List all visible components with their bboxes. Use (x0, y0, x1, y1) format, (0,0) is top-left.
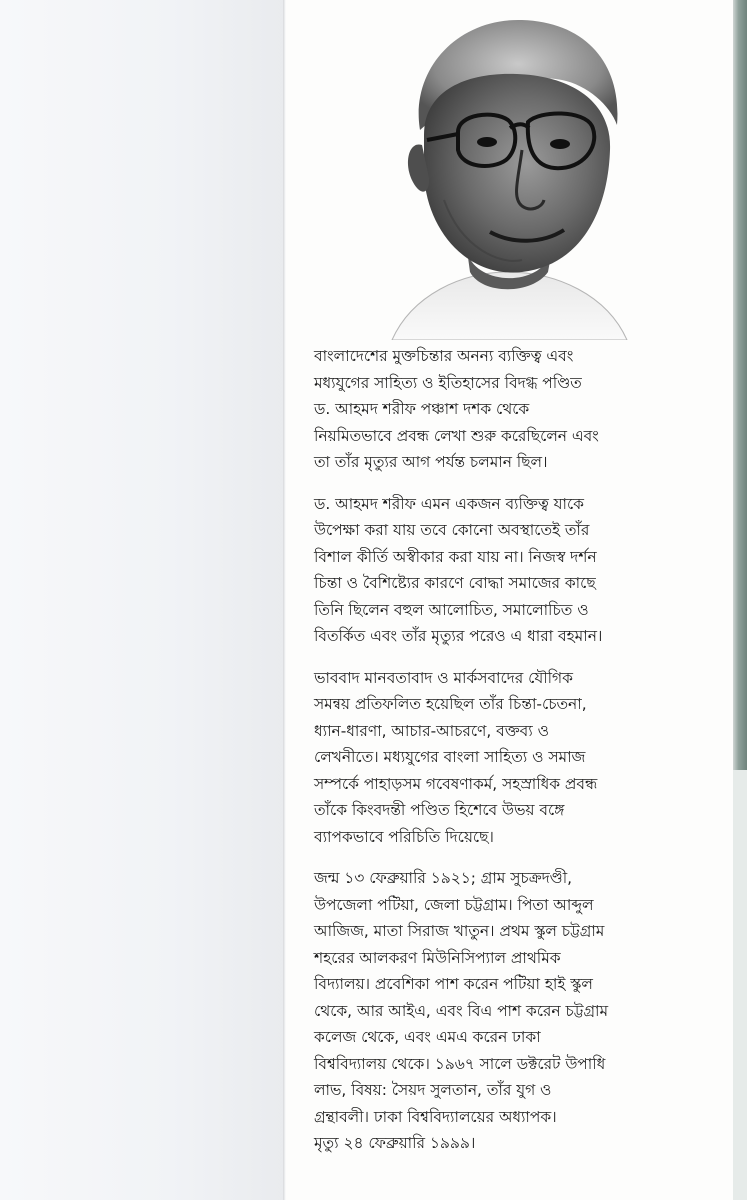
text-line: গ্রন্থাবলী। ঢাকা বিশ্ববিদ্যালয়ের অধ্যাপক। (314, 1107, 557, 1126)
bio-paragraph-2 (314, 491, 724, 650)
text-line: শহরের আলকরণ মিউনিসিপ্যাল প্রাথমিক (314, 948, 561, 967)
text-line: মৃত্যু ২৪ ফেব্রুয়ারি ১৯৯৯। (314, 1134, 476, 1152)
text-line: বিদ্যালয়। প্রবেশিকা পাশ করেন পটিয়া হাই স্কুল (314, 975, 593, 993)
text-line: উপেক্ষা করা যায় তবে কোনো অবস্থাতেই তাঁর (314, 521, 590, 539)
text-line: নিয়মিতভাবে প্রবন্ধ লেখা শুরু করেছিলেন এবং (314, 426, 599, 445)
text-line: সমন্বয় প্রতিফলিত হয়েছিল তাঁর চিন্তা-চেতনা, (314, 695, 587, 713)
text-line: ড. আহমদ শরীফ এমন একজন ব্যক্তিত্ব যাকে (314, 494, 584, 513)
text-line: তা তাঁর মৃত্যুর আগ পর্যন্ত চলমান ছিল। (314, 453, 548, 471)
cover-edge-strip (733, 0, 747, 1200)
text-line: বিশাল কীর্তি অস্বীকার করা যায় না। নিজস্ব দর্শন (314, 547, 597, 566)
bio-paragraph-4 (314, 865, 724, 1157)
text-line: জন্ম ১৩ ফেব্রুয়ারি ১৯২১; গ্রাম সুচক্রদণ্ডী, (314, 869, 573, 887)
text-line: থেকে, আর আইএ, এবং বিএ পাশ করেন চট্টগ্রাম (314, 1001, 609, 1020)
text-line: উপজেলা পটিয়া, জেলা চট্টগ্রাম। পিতা আব্দুল (314, 895, 594, 914)
text-line: বাংলাদেশের মুক্তচিন্তার অনন্য ব্যক্তিত্ব এবং (314, 347, 574, 365)
text-line: ধ্যান-ধারণা, আচার-আচরণে, বক্তব্য ও (314, 721, 549, 740)
cover-edge-notch (733, 770, 747, 1200)
text-line: বিতর্কিত এবং তাঁর মৃত্যুর পরেও এ ধারা বহমান। (314, 627, 603, 645)
text-line: ব্যাপকভাবে পরিচিতি দিয়েছে। (314, 827, 494, 846)
text-line: তিনি ছিলেন বহুল আলোচিত, সমালোচিত ও (314, 600, 589, 619)
text-line: ড. আহমদ শরীফ পঞ্চাশ দশক থেকে (314, 400, 530, 418)
text-line: লেখনীতে। মধ্যযুগের বাংলা সাহিত্য ও সমাজ (314, 748, 586, 766)
text-line: তাঁকে কিংবদন্তী পণ্ডিত হিশেবে উভয় বঙ্গে (314, 801, 565, 819)
text-line: আজিজ, মাতা সিরাজ খাতুন। প্রথম স্কুল চট্টগ্রাম (314, 922, 605, 940)
text-line: লাভ, বিষয়: সৈয়দ সুলতান, তাঁর যুগ ও (314, 1081, 552, 1099)
text-line: সম্পর্কে পাহাড়সম গবেষণাকর্ম, সহস্রাধিক প্রবন্ধ (314, 774, 598, 793)
bio-paragraph-1 (314, 343, 724, 476)
blank-left-panel (0, 0, 285, 1200)
bio-paragraph-3 (314, 665, 724, 851)
text-line: চিন্তা ও বৈশিষ্ট্যের কারণে বোদ্ধা সমাজের কাছে (314, 574, 596, 592)
author-bio-text (314, 343, 724, 1172)
author-portrait (372, 10, 642, 340)
text-line: কলেজ থেকে, এবং এমএ করেন ঢাকা (314, 1028, 541, 1046)
text-line: বিশ্ববিদ্যালয় থেকে। ১৯৬৭ সালে ডক্টরেট উপাধি (314, 1054, 606, 1073)
text-line: ভাববাদ মানবতাবাদ ও মার্কসবাদের যৌগিক (314, 668, 573, 687)
text-line: মধ্যযুগের সাহিত্য ও ইতিহাসের বিদগ্ধ পণ্ডিত (314, 373, 582, 392)
